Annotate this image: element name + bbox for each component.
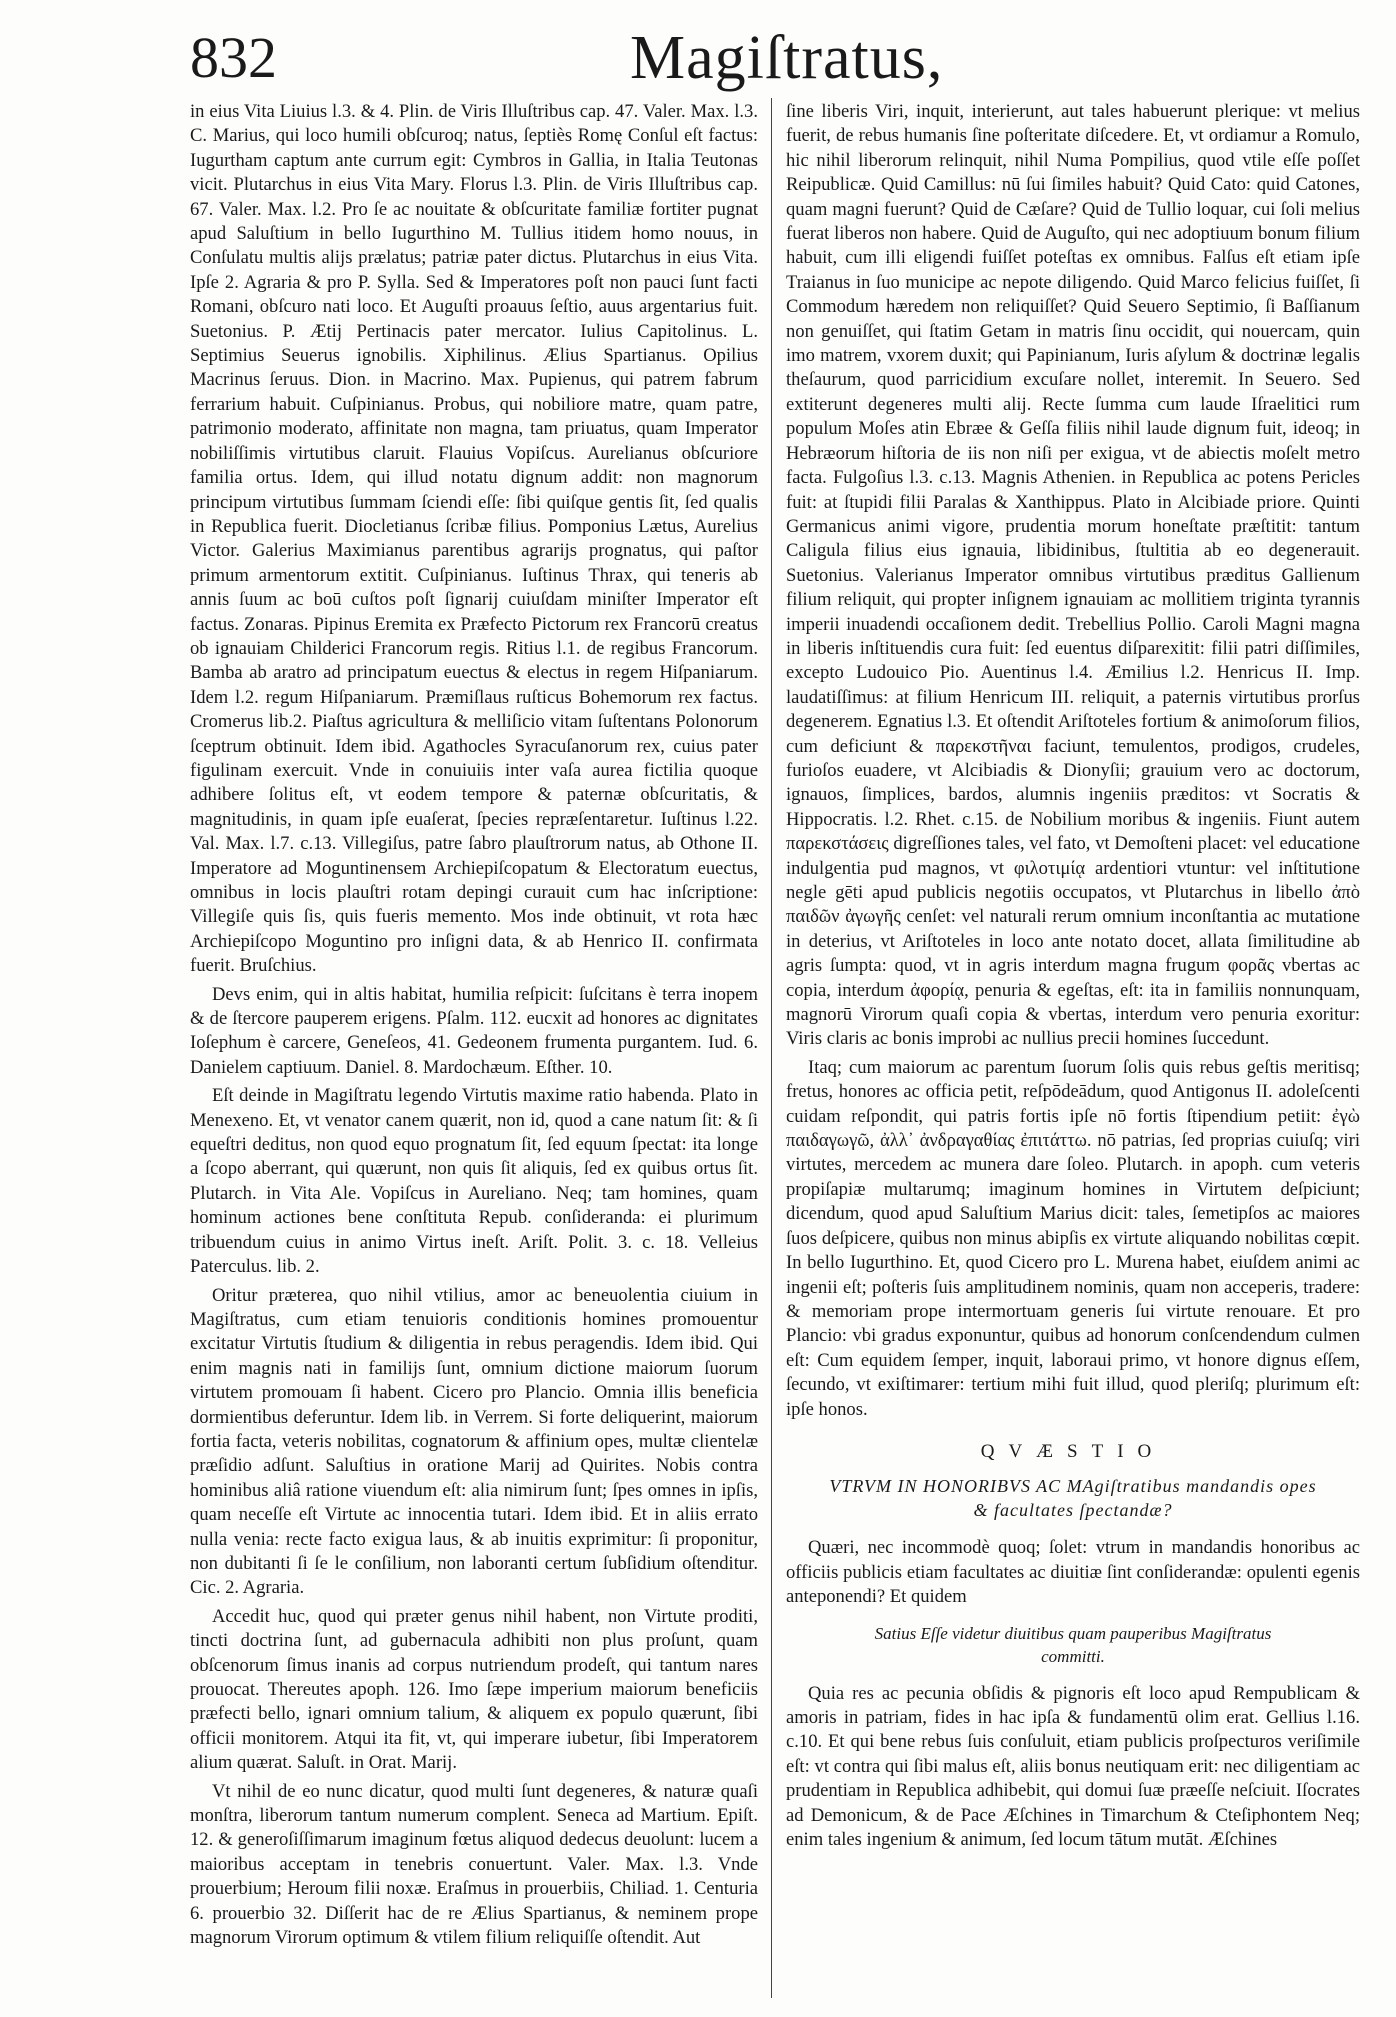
section-subheading: Satius Eſſe videtur diuitibus quam pauperibus Magiſtratus committi. — [874, 1623, 1272, 1666]
left-paragraph: Oritur præterea, quo nihil vtilius, amor ac beneuolentia ciuium in Magiſtratus, cum etiam tenuioris conditionis homines promouentur excitatur Virtutis ſtudium & diligentia in rebus peragendis. Idem ibid. Qui enim magnis nati in familijs ſunt, omnium dictione maiorum ſuorum virtutem promouam ſi habent. Cicero pro Plancio. Omnia illis beneficia dormientibus deferuntur. Idem lib. in Verrem. Si forte deliquerint, maiorum fortia facta, veteris nobilitas, cognatorum & affinium opes, multæ clientelæ præſidio adſunt. Saluſtius in oratione Marij ad Quirites. Nobis contra hominibus aliâ ratione viuendum eſt: alia nimirum ſunt; ſpes omnes in ipſis, quam neceſſe eſt Virtute ac innocentia tutari. Idem ibid. Et in aliis errato nulla venia: recte facto exigua laus, & ab inuitis exprimitur: ſi proponitur, non dubitanti ſi ſe le conſilium, non laboranti certum ſubſidium oſtenditur. Cic. 2. Agraria. — [190, 1284, 758, 1599]
right-paragraph: ſine liberis Viri, inquit, interierunt, aut tales habuerunt plerique: vt melius fuerit, de rebus humanis ſine poſteritate diſcedere. Et, vt ordiamur a Romulo, hic nihil liberorum relinquit, nihil Numa Pompilius, quod vtile eſſe poſſet Reipublicæ. Quid Camillus: nū ſui ſimiles habuit? Quid Cato: quid Catones, quam magni fuerunt? Quid de Cæſare? Quid de Tullio loquar, cui ſoli melius fuerat liberos non habere. Quid de Auguſto, qui nec adoptiuum bonum filium habuit, cum illi eligendi fuiſſet poteſtas ex omnibus. Falſus eſt etiam ipſe Traianus in ſuo municipe ac nepote diligendo. Quid Marco felicius fuiſſet, ſi Commodum hæredem non reliquiſſet? Quid Seuero Septimio, ſi Baſſianum non genuiſſet, qui ſtatim Getam in matris ſinu occidit, qui nouercam, quin imo matrem, vxorem duxit; qui Papinianum, Iuris aſylum & doctrinæ legalis theſaurum, quod parricidium excuſare nollet, interemit. In Seuero. Sed extiterunt degeneres multi alij. Recte ſumma cum laude Iſraelitici rum populum Moſes atin Ebræe & Geſſa filiis nihil laude dignum fuit, ideoq; in Hebræorum hiſtoria de iis non niſi per exigua, vt de abiectis moſelt metro facta. Fulgoſius l.3. c.13. Magnis Athenien. in Republica ac potens Pericles fuit: at ſtupidi filii Paralas & Xanthippus. Plato in Alcibiade priore. Quinti Germanicus animi vigore, prudentia morum honeſtate præſtitit: tantum Caligula filius eius ignauia, libidinibus, ſtultitia ab eo degenerauit. Suetonius. Valerianus Imperator omnibus virtutibus præditus Gallienum filium reliquit, qui propter inſignem ignauiam ac mollitiem triginta tyrannis imperii inuadendi occaſionem dedit. Trebellius Pollio. Caroli Magni magna in liberis inſtituendis cura fuit: ſed euentus diſparexitit: filii patri diſſimiles, excepto Ludouico Pio. Auentinus l.4. Æmilius l.2. Henricus II. Imp. laudatiſſimus: at filium Henricum III. reliquit, a paternis virtutibus prorſus degenerem. Egnatius l.3. Et oſtendit Ariſtoteles fortium & animoſorum filios, cum deficiunt & παρεκστῆναι faciunt, temulentos, prodigos, crudeles, furioſos euadere, vt Alcibiadis & Dionyſii; grauium vero ac doctorum, ignauos, ſimplices, bardos, alumnis ingeniis præditos: vt Socratis & Hippocratis. l.2. Rhet. c.15. de Nobilium moribus & ingeniis. Fiunt autem παρεκστάσεις digreſſiones tales, vel fato, vt Demoſteni placet: vel educatione indulgentia pud magnos, vt φιλοτιμίᾳ ardentiori vtuntur: vel inſtitutione negle gēti apud publicis negotiis occupatos, vt Plutarchus in libello ἀπὸ παιδῶν ἀγωγῆς cenſet: vel naturali rerum omnium inconſtantia ac mutatione in deterius, vt Ariſtoteles in loco ante notato docet, allata ſimilitudine ab agris ſumpta: quod, vt in agris interdum magna frugum φορᾶς vbertas ac copia, interdum ἀφορίᾳ, penuria & egeſtas, eſt: ita in familiis nonnunquam, magnorū Virorum quaſi copia & vbertas, interdum vero penuria exoritur: Viris claris ac bonis improbi ac nullius precii homines ſuccedunt. — [786, 101, 1360, 1050]
page-number: 832 — [190, 25, 277, 90]
left-paragraph: Eſt deinde in Magiſtratu legendo Virtutis maxime ratio habenda. Plato in Menexeno. Et, vt venator canem quærit, non id, quod a cane natum ſit: & ſi equeſtri deditus, non quod equo prognatum ſit, ſed equum ſpectat: ita longe a ſcopo aberrant, qui quærunt, non quis ſit aliquis, ſed ex quibus ortus ſit. Plutarch. in Vita Ale. Vopiſcus in Aureliano. Neq; tam homines, quam hominum actiones bene conſtituta Repub. conſideranda: ei plurimum tribuendum cuius in animo Virtus ineſt. Ariſt. Polit. 3. c. 18. Velleius Paterculus. lib. 2. — [190, 1085, 758, 1278]
left-paragraph: Accedit huc, quod qui præter genus nihil habent, non Virtute proditi, tincti doctrina ſunt, ad gubernacula adhibiti non plus proſunt, quam obſcenorum ſimus inanis ad corpus nutriendum prodeſt, qui tantum nares prouocat. Thereutes apoph. 126. Imo ſæpe imperium maiorum beneficiis præfecti bello, ignari omnium talium, & aliquem ex populo quærunt, ſibi officii monitorem. Atqui ita fit, vt, qui imperare iubetur, ſibi Imperatorem alium quærat. Saluſt. in Orat. Marij. — [190, 1605, 758, 1774]
left-column — [190, 100, 758, 2000]
column-divider — [771, 98, 772, 1998]
right-paragraph: Quæri, nec incommodè quoq; ſolet: vtrum in mandandis honoribus ac officiis publicis etiam facultates ac diuitiæ ſint conſiderandæ: opulenti egenis anteponendi? Et quidem — [786, 1537, 1360, 1608]
left-paragraph: Devs enim, qui in altis habitat, humilia reſpicit: ſuſcitans è terra inopem & de ſtercore pauperem erigens. Pſalm. 112. eucxit ad honores ac dignitates Ioſephum è carcere, Geneſeos, 41. Gedeonem frumenta purgantem. Iud. 6. Danielem captiuum. Daniel. 8. Mardochæum. Eſther. 10. — [190, 983, 758, 1078]
left-paragraph: in eius Vita Liuius l.3. & 4. Plin. de Viris Illuſtribus cap. 47. Valer. Max. l.3. C. Marius, qui loco humili obſcuroq; natus, ſeptiès Romę Conſul eſt factus: Iugurtham captum ante currum egit: Cymbros in Gallia, in Italia Teutonas vicit. Plutarchus in eius Vita Mary. Florus l.3. Plin. de Viris Illuſtribus cap. 67. Valer. Max. l.2. Pro ſe ac nouitate & obſcuritate familiæ fortiter pugnat apud Saluſtium in bello Iugurthino M. Tullius itidem homo nouus, in Conſulatu multis alijs prælatus; patriæ pater dictus. Plutarchus in eius Vita. Ipſe 2. Agraria & pro P. Sylla. Sed & Imperatores poſt non pauci ſunt facti Romani, obſcuro nati loco. Et Auguſti proauus ſeſtio, auus argentarius fuit. Suetonius. P. Ætij Pertinacis pater mercator. Iulius Capitolinus. L. Septimius Seuerus ignobilis. Xiphilinus. Ælius Spartianus. Opilius Macrinus ſeruus. Dion. in Macrino. Max. Pupienus, qui patrem fabrum ferrarium habuit. Cuſpinianus. Probus, qui nobiliore matre, quam patre, patrimonio moderato, affinitate non magna, tam priuatus, quam Imperator nobiliſſimis virtutibus claruit. Flauius Vopiſcus. Aurelianus obſcuriore familia ortus. Idem, qui illud notatu dignum addit: non magnorum principum virtutibus ſummam ſciendi eſſe: ſibi quiſque gentis ſit, ſed qualis in Republica fuerit. Diocletianus ſcribæ filius. Pomponius Lætus, Aurelius Victor. Galerius Maximianus parentibus agrarijs prognatus, qui paſtor primum armentorum extitit. Cuſpinianus. Iuſtinus Thrax, qui teneris ab annis ſuum ac boū cuſtos poſt ſignarij cuiuſdam miniſter Imperator eſt factus. Zonaras. Pipinus Eremita ex Præfecto Pictorum rex Francorū creatus ob ignauiam Childerici Francorum regis. Ritius l.1. de regibus Francorum. Bamba ab aratro ad principatum euectus & electus in regem Hiſpaniarum. Idem l.2. regum Hiſpaniarum. Præmiſlaus ruſticus Bohemorum rex factus. Cromerus lib.2. Piaſtus agricultura & melliſicio vitam ſuſtentans Polonorum ſceptrum obtinuit. Idem ibid. Agathocles Syracuſanorum rex, cuius pater figulinam exercuit. Vnde in conuiuiis inter vaſa aurea fictilia quoque adhibere ſolitus eſt, vt eodem tempore & paternæ obſcuritatis, & magnitudinis, in quam ipſe euaſerat, ſpecies repræſentaretur. Iuſtinus l.22. Val. Max. l.7. c.13. Villegiſus, patre ſabro plauſtrorum natus, ab Othone II. Imperatore ad Moguntinensem Archiepiſcopatum & Electoratum euectus, omnibus in locis plauſtri rotam depingi curauit cum hac inſcriptione: Villegiſe quis ſis, quis fueris memento. Mos inde obtinuit, vt rota hæc Archiepiſcopo Moguntino pro inſigni data, & ab Henrico II. confirmata fuerit. Bruſchius. — [190, 101, 758, 977]
left-paragraph: Vt nihil de eo nunc dicatur, quod multi ſunt degeneres, & naturæ quaſi monſtra, liberorum tantum numerum complent. Seneca ad Martium. Epiſt. 12. & generoſiſſimarum imaginum fœtus aliquod dedecus deuolunt: lucem a maioribus acceptam in tenebris conuertunt. Valer. Max. l.3. Vnde prouerbium; Heroum filii noxæ. Eraſmus in prouerbiis, Chiliad. 1. Centuria 6. prouerbio 32. Diſſerit hac de re Ælius Spartianus, & neminem prope magnorum Virorum optimum & vtilem filium reliquiſſe oſtendit. Aut — [190, 1780, 758, 1949]
right-column — [786, 100, 1360, 2000]
right-paragraph: Itaq; cum maiorum ac parentum ſuorum ſolis quis rebus geſtis meritisq; fretus, honores ac officia petit, reſpōdeādum, quod Antigonus II. adoleſcenti cuidam reſpondit, qui patris fortis ipſe nō fortis ſtipendium petiit: ἐγὼ παιδαγωγῶ, ἀλλ᾽ ἀνδραγαθίας ἐπιτάττω. nō patrias, ſed proprias cuiuſq; viri virtutes, mercedem ac munera dare ſoleo. Plutarch. in apoph. cum veteris propiſapiæ multarumq; imaginum homines in Virtutem deſpiciunt; dicendum, quod apud Saluſtium Marius dicit: tales, ſemetipſos ac maiores ſuos deſpicere, quibus non minus abipſis ex virtute aliquando nobilitas cœpit. In bello Iugurthino. Et, quod Cicero pro L. Murena habet, eiuſdem animi ac ingenii eſt; poſteris ſuis amplitudinem nominis, quam non acceperis, tradere: & memoriam prope intermortuam generis ſui virtute renouare. Et pro Plancio: vbi gradus exponuntur, quibus ad honorum conſcendendum culmen eſt: Cum equidem ſemper, inquit, laboraui primo, vt honore dignus eſſem, ſecundo, vt exiſtimarer: tertium mihi fuit illud, quod pleriſq; plurimum eſt: ipſe honos. — [786, 1056, 1360, 1420]
running-head: Magiſtratus, — [630, 24, 944, 92]
question-heading: QVÆSTIO — [980, 1440, 1166, 1462]
right-paragraph: Quia res ac pecunia obſidis & pignoris eſt loco apud Rempublicam & amoris in patriam, fides in hac ipſa & fundamentū olim erat. Gellius l.16. c.10. Et qui bene rebus ſuis conſuluit, etiam publicis proſpecturos veriſimile eſt: vt contra qui ſibi malus eſt, aliis bonus neutiquam erit: nec diligentiam ac prudentiam in Republica adhibebit, qui domui ſuæ præeſſe neſciuit. Iſocrates ad Demonicum, & de Pace Æſchines in Timarchum & Cteſiphontem Neq; enim tales ingenium & animum, ſed locum tātum mutāt. Æſchines — [786, 1682, 1360, 1850]
page-header — [190, 18, 1356, 98]
question-title: VTRVM IN HONORIBVS AC MAgiſtratibus mandandis opes & facultates ſpectandæ? — [829, 1476, 1317, 1521]
